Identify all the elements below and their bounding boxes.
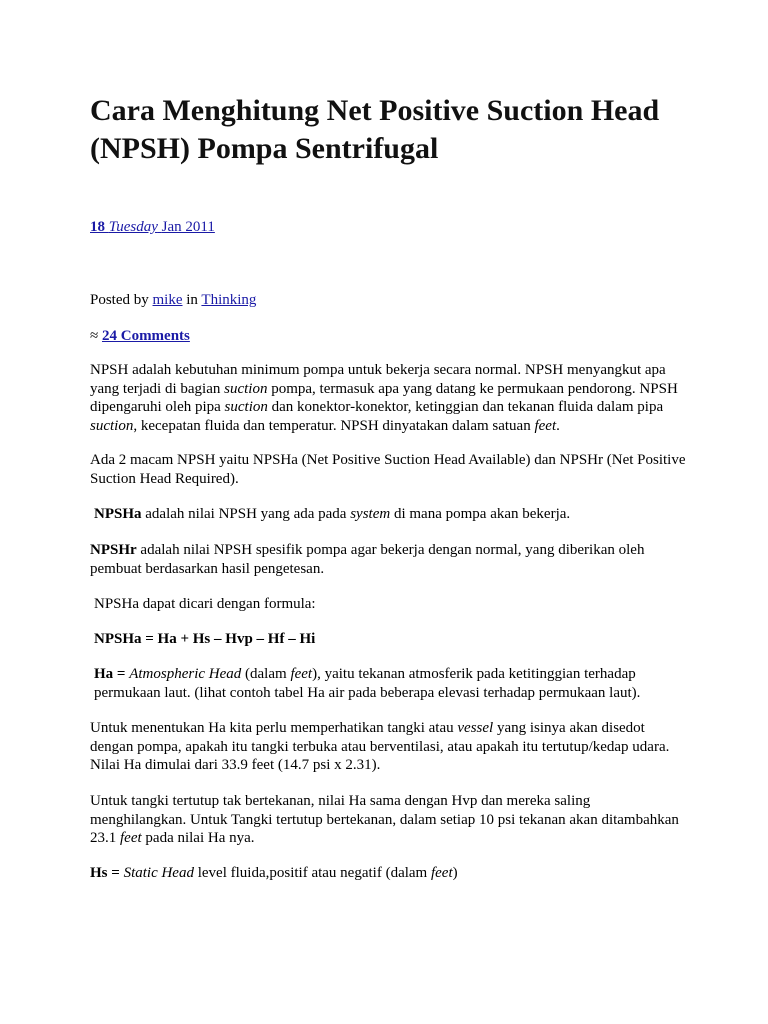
date-weekday: Tuesday [108,219,158,235]
paragraph-hs [90,864,690,883]
italic-term: feet [120,830,142,846]
text: . [556,417,560,434]
bold-term: NPSHa [94,506,142,522]
text: level fluida,positif atau negatif (dalam [193,865,431,881]
italic-term: suction [224,380,268,397]
italic-term: vessel [457,720,494,736]
paragraph-npsha [90,505,694,524]
text: Untuk tangki tertutup tak bertekanan, nilai Ha sama dengan Hvp dan mereka saling menghilangkan. Untuk Tangki tertutup bertekanan, dalam setiap 10 psi tekanan akan ditambahkan 23.1 [90,793,679,846]
bold-term: Ha = [94,666,126,682]
bold-term: Hs = [90,865,120,881]
italic-term: feet [290,666,313,682]
text: pada nilai Ha nya. [141,830,255,846]
text: yang isinya akan disedot dengan pompa, apakah itu tangki terbuka atau berventilasi, atau apakah itu tertutup/kedap udara. Nilai Ha dimulai dari 33.9 feet (14.7 psi x 2.31). [90,720,670,773]
author-link[interactable]: mike [152,292,183,308]
formula-text: NPSHa = Ha + Hs – Hvp – Hf – Hi [94,631,316,647]
text: (dalam [241,666,291,682]
post-date-link[interactable] [90,219,215,235]
text: NPSH adalah kebutuhan minimum pompa untuk bekerja secara normal. NPSH menyangkut apa yang terjadi di bagian [90,362,666,397]
text: Untuk menentukan Ha kita perlu memperhatikan tangki atau [90,720,458,736]
byline-in: in [186,292,198,308]
text: adalah nilai NPSH yang ada pada [141,506,351,522]
text: pompa, termasuk apa yang datang ke permukaan pendorong. NPSH dipengaruhi oleh pipa [90,380,678,415]
bold-term: NPSHr [90,542,137,558]
italic-term: feet [430,865,453,881]
date-day: 18 [90,219,105,235]
comments-link[interactable]: 24 Comments [101,328,190,344]
paragraph-ha [90,665,694,702]
italic-term: feet [534,417,557,434]
text: ) [452,865,458,881]
italic-term: system [350,506,391,522]
italic-term: suction [224,399,268,415]
paragraph-npshr [90,541,690,578]
post-date [90,217,215,237]
text: dan konektor-konektor, ketinggian dan tekanan fluida dalam pipa [267,399,664,415]
comments-icon: ≈ [90,328,99,344]
italic-term: Static Head [123,865,194,881]
paragraph-formula-intro: NPSHa dapat dicari dengan formula: [94,596,316,612]
article-title: Cara Menghitung Net Positive Suction Head (NPSH) Pompa Sentrifugal [90,94,660,165]
byline-prefix: Posted by [90,292,149,308]
paragraph-npsh-definition [90,361,690,435]
category-link[interactable]: Thinking [201,292,257,308]
text: ), yaitu tekanan atmosferik pada ketitinggian terhadap permukaan laut. (lihat contoh tabel Ha air pada beberapa elevasi terhadap permukaan laut). [94,666,641,701]
date-month-year: Jan 2011 [161,219,215,235]
paragraph-ha-tank [90,719,690,775]
text: adalah nilai NPSH spesifik pompa agar bekerja dengan normal, yang diberikan oleh pembuat berdasarkan hasil pengetesan. [90,542,645,577]
italic-term: Atmospheric Head [129,666,242,682]
italic-term: suction [90,417,134,434]
paragraph-closed-tank [90,792,690,848]
text: di mana pompa akan bekerja. [390,506,571,522]
comments-line [90,326,190,346]
text: , kecepatan fluida dan temperatur. NPSH dinyatakan dalam satuan [133,417,535,434]
byline [90,290,256,310]
formula [90,630,694,649]
paragraph-npsh-types: Ada 2 macam NPSH yaitu NPSHa (Net Positive Suction Head Available) dan NPSHr (Net Positive Suction Head Required). [90,452,686,487]
